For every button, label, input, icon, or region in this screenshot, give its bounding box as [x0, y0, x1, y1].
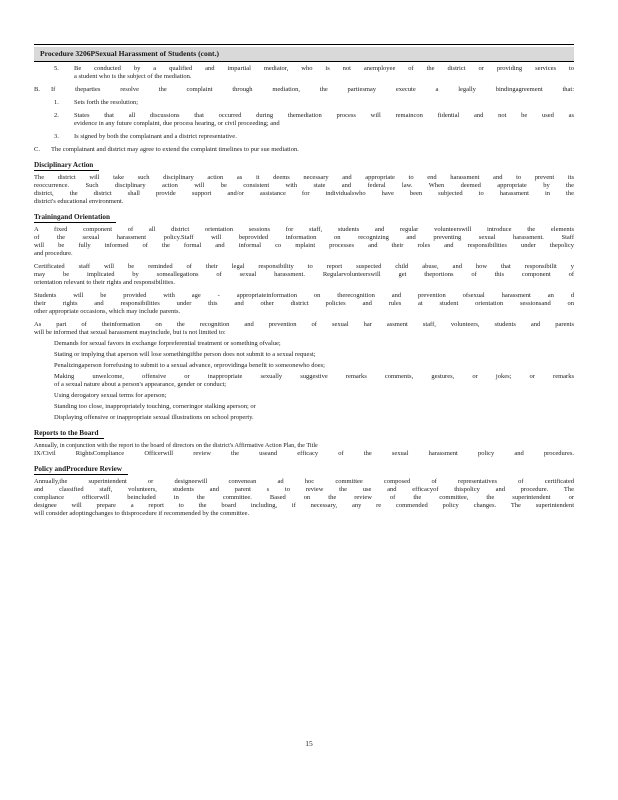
list-item — [34, 112, 574, 120]
item-number: 1. — [54, 99, 59, 106]
paragraph-line: will be informed that sexual harassment mayinclude, but is not limited to: — [34, 329, 226, 336]
bullet-text: of a sexual nature about a person's appearance, gender or conduct; — [54, 381, 227, 388]
paragraph-line: IX/Civil RightsCompliance Officerwill review the useand efficacy of the sexual harassment policy and procedures. — [34, 450, 574, 457]
bullet-text: Standing too close, inappropriately touching, corneringor stalking aperson; or — [54, 403, 256, 410]
item-text: If theparties resolve the complaint through mediation, the partiesmay execute a legally bindingagreement that: — [51, 86, 574, 93]
page-number: 15 — [305, 739, 313, 748]
item-text: evidence in any future complaint, due process hearing, or civil proceeding; and — [74, 120, 280, 127]
paragraph-line: orientation relevant to their rights and responsibilities. — [34, 279, 175, 286]
list-item — [34, 146, 574, 154]
list-item-continuation — [34, 73, 574, 81]
header-top-rule — [34, 44, 574, 45]
bullet-text: Stating or implying that aperson will lose somethingifthe person does not submit to a sexual request; — [54, 351, 316, 358]
list-item — [34, 403, 574, 411]
list-item — [34, 373, 574, 381]
list-item — [34, 362, 574, 370]
bullet-text: Penalizingaperson forrefusing to submit to a sexual advance, orprovidinga benefit to someonewho does; — [54, 362, 325, 369]
paragraph-line: The district will take such disciplinary action as it deems necessary and appropriate to end harassment and to prevent its — [34, 174, 574, 181]
item-text: a student who is the subject of the mediation. — [74, 73, 192, 80]
paragraph-line: Students will be provided with age - appropriateinformation on therecognition and prevention ofsexual harassment an d — [34, 292, 574, 299]
paragraph-line: other appropriate occasions, which may include parents. — [34, 308, 181, 315]
item-number: 5. — [54, 65, 59, 72]
paragraph-line: may be implicated by someallegations of sexual harassment. Regularvolunteerswill get theportions of this component of — [34, 271, 574, 278]
bullet-text: Displaying offensive or inappropriate sexual illustrations on school property. — [54, 414, 254, 421]
list-item — [34, 340, 574, 348]
bullet-text: Demands for sexual favors in exchange forpreferential treatment or something ofvalue; — [54, 340, 281, 347]
item-letter: B. — [34, 86, 40, 93]
paragraph-line: A fixed component of all district orientation sessions for staff, students and regular volunteerswill introduce the elements — [34, 226, 574, 233]
paragraph-line: As part of theinformation on the recognition and prevention of sexual har assment staff, volunteers, students and parents — [34, 321, 574, 328]
paragraph-line: reoccurrence. Such disciplinary action will be consistent with state and federal law. When deemed appropriate by the — [34, 182, 574, 189]
list-item — [34, 392, 574, 400]
item-text: Sets forth the resolution; — [74, 99, 139, 106]
paragraph-line: district, the district shall provide support and/or assistance for individualswho have been subjected to harassment in the — [34, 190, 574, 197]
list-item — [34, 65, 574, 73]
list-item — [34, 99, 574, 107]
paragraph-line: their rights and responsibilities under this and other district policies and rules at student orientation sessionsand on — [34, 300, 574, 307]
list-item — [34, 86, 574, 94]
item-text: States that all discussions that occurred during themediation process will remaincon fidential and not be used as — [74, 112, 574, 119]
list-item — [34, 133, 574, 141]
paragraph-line: and procedure. — [34, 250, 73, 257]
paragraph-line: of the sexual harassment policy.Staff will beprovided information on recognizing and preventing sexual harassment. Staff — [34, 234, 574, 241]
item-text: The complainant and district may agree to extend the complaint timelines to pur sue mediation. — [51, 146, 299, 153]
list-item-continuation — [34, 120, 574, 128]
paragraph-line: Certificated staff will be reminded of their legal responsibility to report suspected child abuse, and how that responsibilit y — [34, 263, 574, 270]
list-item — [34, 351, 574, 359]
item-number: 3. — [54, 133, 59, 140]
bullet-text: Making unwelcome, offensive or inappropriate sexually suggestive remarks comments, gestures, or jokes; or remarks — [54, 373, 574, 380]
paragraph-line: compliance officerwill beincluded in the committee. Based on the review of the committee, the superintendent or — [34, 494, 574, 501]
bullet-text: Using derogatory sexual terms for aperson; — [54, 392, 167, 399]
item-text: Is signed by both the complainant and a district representative. — [74, 133, 237, 140]
paragraph-line: Annually, in conjunction with the report to the board of directors on the district's Affirmative Action Plan, the Title — [34, 442, 318, 449]
paragraph-line: will consider adoptingchanges to thisprocedure if recommended by the committee. — [34, 510, 250, 517]
paragraph-line: will be fully informed of the formal and informal co mplaint processes and their roles and responsibilities under thepolicy — [34, 242, 574, 249]
list-item-continuation — [34, 381, 574, 389]
paragraph-line: Annually,the superintendent or designeewill convenean ad hoc committee composed of representatives of certificated — [34, 478, 574, 485]
training-heading: Trainingand Orientation — [34, 213, 116, 223]
item-number: 2. — [54, 112, 59, 119]
paragraph-line: designee will prepare a report to the board including, if necessary, any re commended policy changes. The superintendent — [34, 502, 574, 509]
header-bottom-rule — [34, 61, 574, 62]
reports-heading: Reports to the Board — [34, 429, 104, 439]
section-header: Procedure 3206PSexual Harassment of Students (cont.) — [34, 47, 574, 61]
review-heading: Policy andProcedure Review — [34, 465, 128, 475]
document-page — [34, 44, 574, 518]
item-text: Be conducted by a qualified and impartial mediator, who is not anemployee of the district or providing services to — [74, 65, 574, 72]
paragraph-line: and classified staff, volunteers, students and parent s to review the use and efficacyof thispolicy and procedure. The — [34, 486, 574, 493]
paragraph-line: district's educational environment. — [34, 198, 124, 205]
list-item — [34, 414, 574, 422]
item-letter: C. — [34, 146, 40, 153]
disciplinary-heading: Disciplinary Action — [34, 161, 99, 171]
